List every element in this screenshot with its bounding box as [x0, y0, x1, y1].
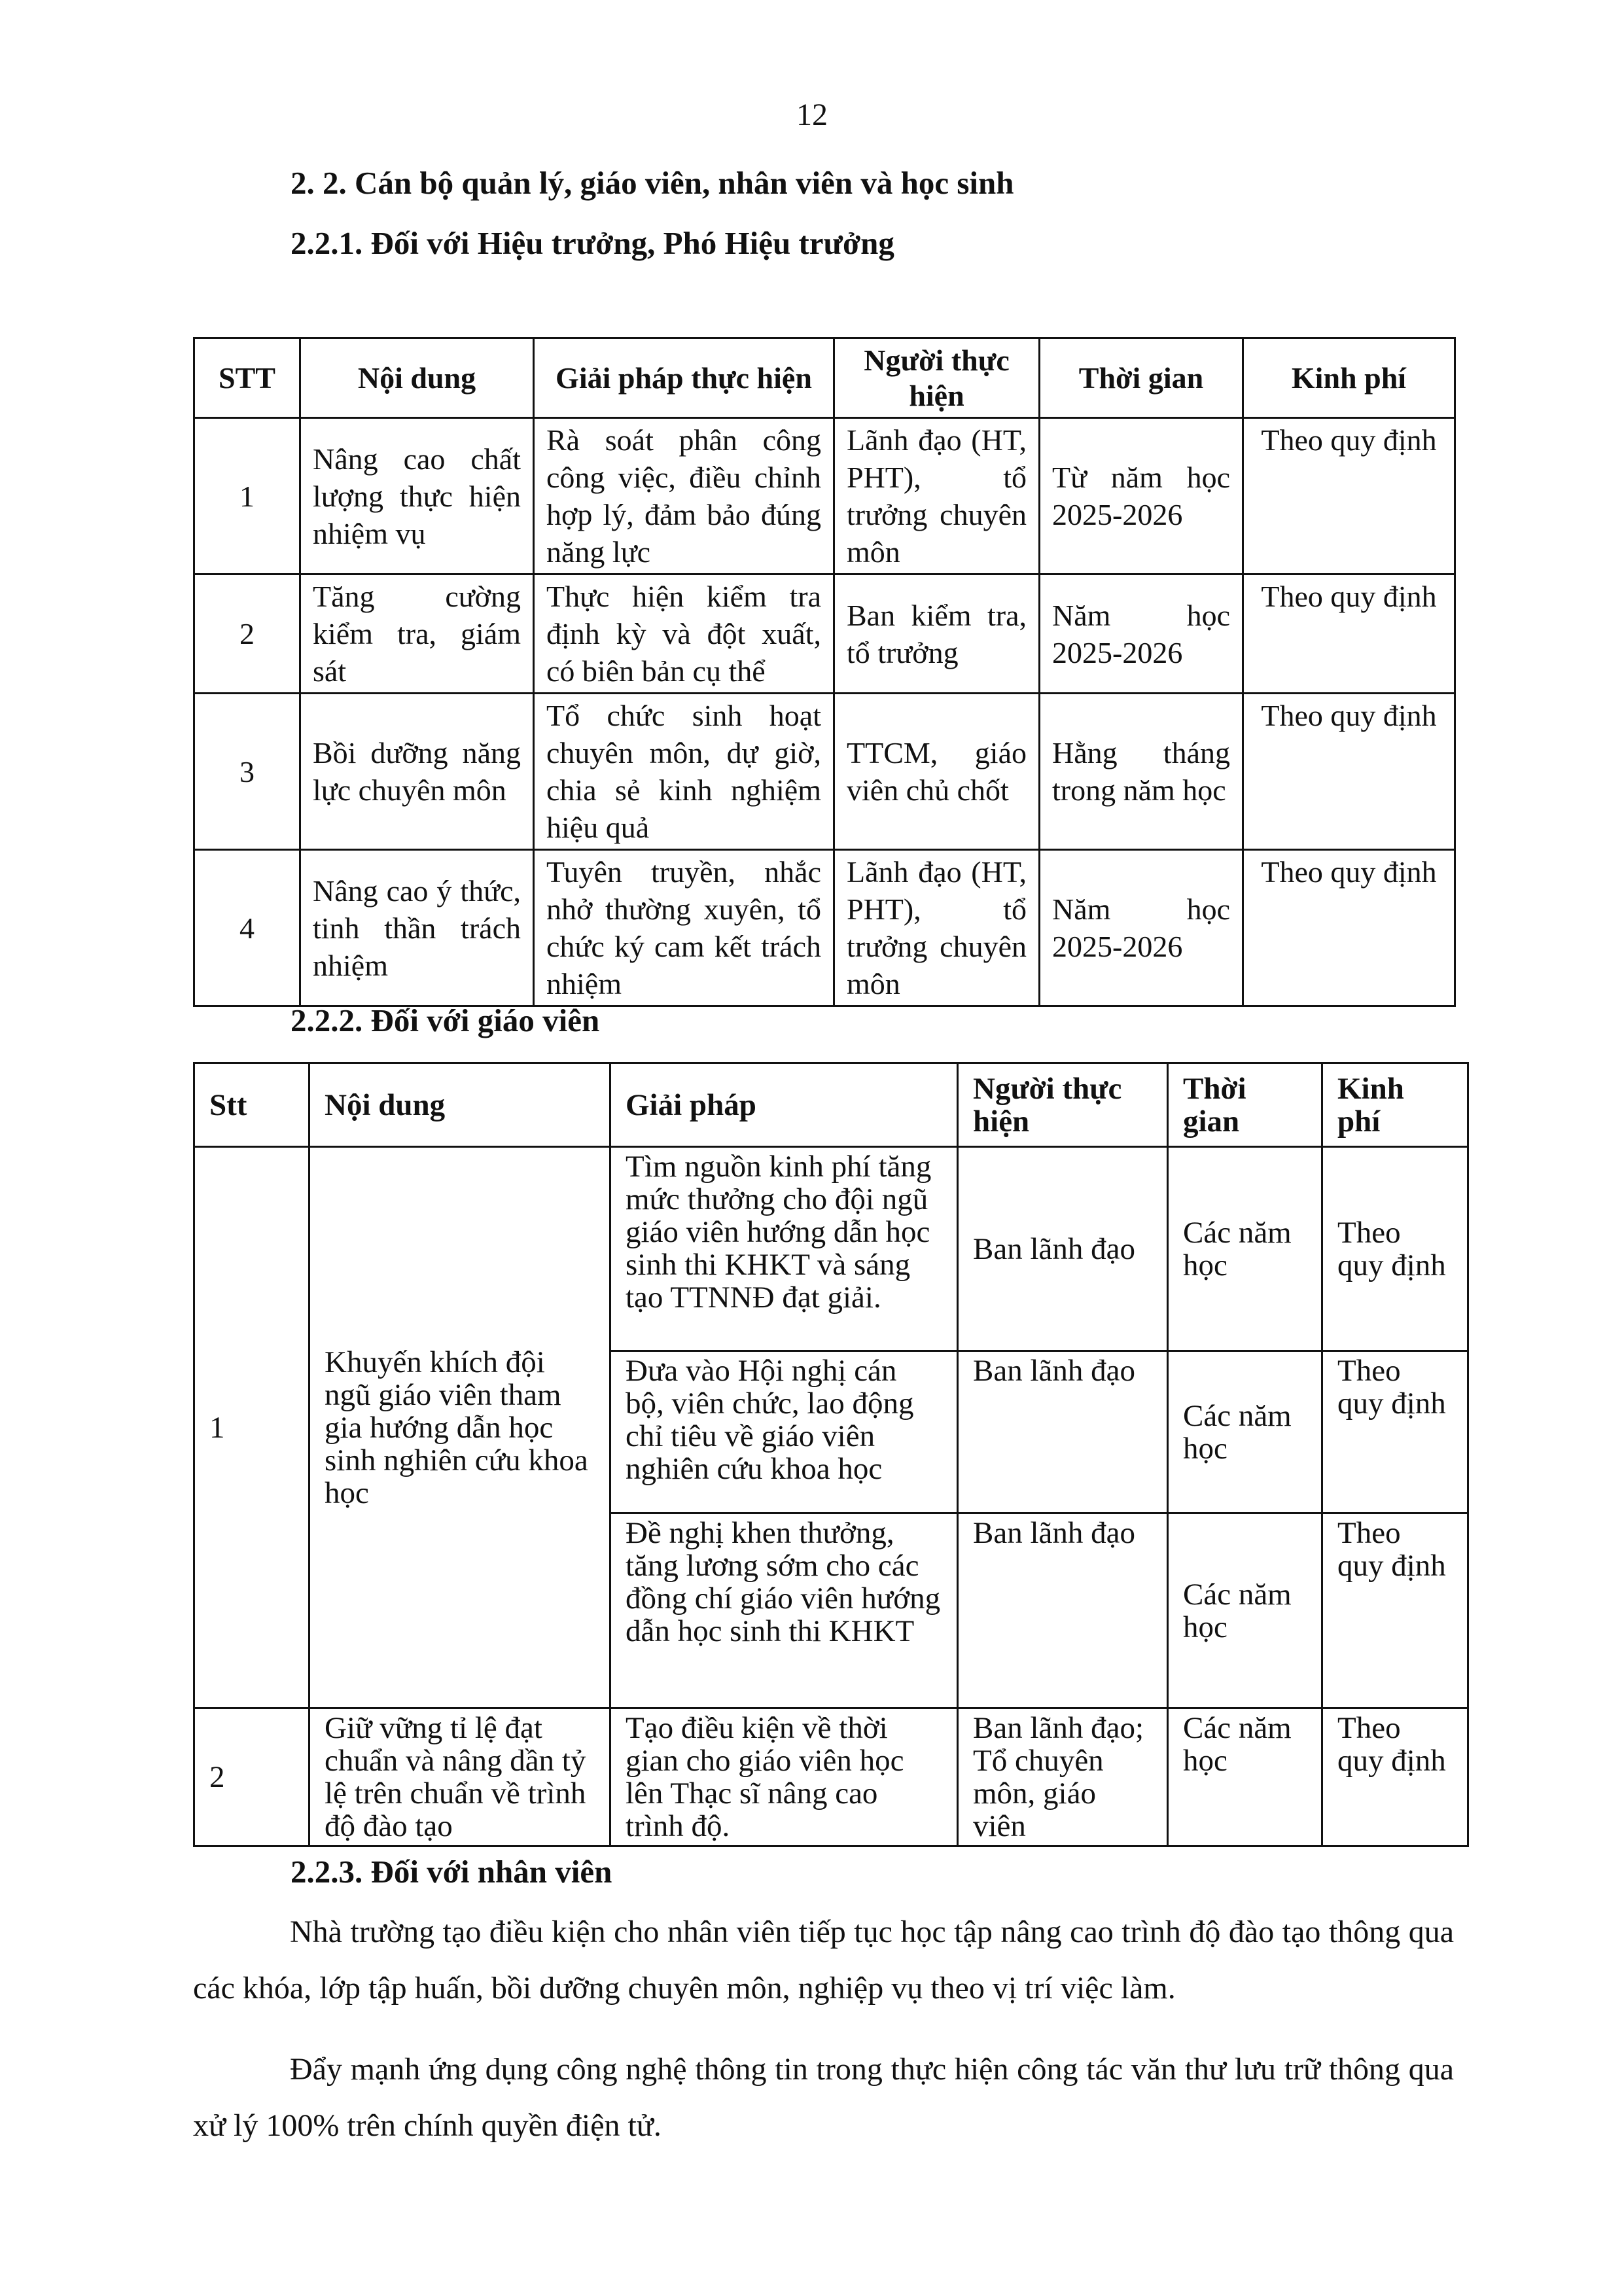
cell-stt: 3 [194, 694, 300, 850]
header-content: Nội dung [309, 1063, 610, 1147]
subsection-title-staff: 2.2.3. Đối với nhân viên [291, 1854, 612, 1890]
cell-time: Các năm học [1168, 1147, 1322, 1351]
paragraph: Nhà trường tạo điều kiện cho nhân viên tiếp tục học tập nâng cao trình độ đào tạo thông qua các khóa, lớp tập huấn, bồi dưỡng chuyên môn, nghiệp vụ theo vị trí việc làm. [193, 1915, 1454, 2005]
table-row [194, 1147, 1468, 1351]
teacher-plan-table [193, 1062, 1469, 1847]
cell-person: Ban lãnh đạo [958, 1513, 1168, 1708]
cell-solution: Đưa vào Hội nghị cán bộ, viên chức, lao động chỉ tiêu về giáo viên nghiên cứu khoa học [610, 1351, 958, 1513]
cell-stt: 2 [194, 1708, 309, 1846]
cell-cost: Theo quy định [1243, 694, 1455, 850]
table-row [194, 1708, 1468, 1846]
cell-cost: Theo quy định [1322, 1351, 1468, 1513]
header-cost: Kinh phí [1243, 338, 1455, 418]
subsection-title-teachers: 2.2.2. Đối với giáo viên [291, 1002, 600, 1038]
cell-time: Các năm học [1168, 1708, 1322, 1846]
cell-stt: 1 [194, 1147, 309, 1708]
cell-cost: Theo quy định [1243, 850, 1455, 1006]
section-title: 2. 2. Cán bộ quản lý, giáo viên, nhân viên và học sinh [291, 165, 1014, 201]
cell-stt: 2 [194, 574, 300, 694]
cell-content: Nâng cao chất lượng thực hiện nhiệm vụ [300, 418, 534, 574]
header-time: Thời gian [1040, 338, 1243, 418]
cell-person: Ban lãnh đạo [958, 1351, 1168, 1513]
cell-time: Các năm học [1168, 1513, 1322, 1708]
header-content: Nội dung [300, 338, 534, 418]
cell-time: Từ năm học 2025-2026 [1040, 418, 1243, 574]
cell-person: Ban lãnh đạo; Tổ chuyên môn, giáo viên [958, 1708, 1168, 1846]
cell-solution: Rà soát phân công công việc, điều chỉnh hợp lý, đảm bảo đúng năng lực [534, 418, 834, 574]
cell-person: Ban kiểm tra, tổ trưởng [834, 574, 1040, 694]
cell-time: Hằng tháng trong năm học [1040, 694, 1243, 850]
cell-cost: Theo quy định [1322, 1513, 1468, 1708]
header-stt: Stt [194, 1063, 309, 1147]
cell-stt: 4 [194, 850, 300, 1006]
table-header-row [194, 338, 1455, 418]
cell-solution: Đề nghị khen thưởng, tăng lương sớm cho các đồng chí giáo viên hướng dẫn học sinh thi KHKT [610, 1513, 958, 1708]
cell-cost: Theo quy định [1243, 418, 1455, 574]
principal-plan-table [193, 337, 1456, 1007]
cell-solution: Tìm nguồn kinh phí tăng mức thưởng cho đội ngũ giáo viên hướng dẫn học sinh thi KHKT và sáng tạo TTNNĐ đạt giải. [610, 1147, 958, 1351]
cell-content: Tăng cường kiểm tra, giám sát [300, 574, 534, 694]
table-row [194, 850, 1455, 1006]
header-solution: Giải pháp [610, 1063, 958, 1147]
cell-cost: Theo quy định [1322, 1147, 1468, 1351]
table-row [194, 418, 1455, 574]
header-stt: STT [194, 338, 300, 418]
cell-cost: Theo quy định [1322, 1708, 1468, 1846]
cell-person: Lãnh đạo (HT, PHT), tổ trưởng chuyên môn [834, 418, 1040, 574]
header-solution: Giải pháp thực hiện [534, 338, 834, 418]
table-header-row [194, 1063, 1468, 1147]
cell-time: Năm học 2025-2026 [1040, 574, 1243, 694]
cell-person: Lãnh đạo (HT, PHT), tổ trưởng chuyên môn [834, 850, 1040, 1006]
cell-person: Ban lãnh đạo [958, 1147, 1168, 1351]
subsection-title-principal: 2.2.1. Đối với Hiệu trưởng, Phó Hiệu trưởng [291, 225, 894, 261]
cell-person: TTCM, giáo viên chủ chốt [834, 694, 1040, 850]
cell-solution: Thực hiện kiểm tra định kỳ và đột xuất, có biên bản cụ thể [534, 574, 834, 694]
cell-content: Giữ vững tỉ lệ đạt chuẩn và nâng dần tỷ lệ trên chuẩn về trình độ đào tạo [309, 1708, 610, 1846]
header-time: Thời gian [1168, 1063, 1322, 1147]
cell-solution: Tạo điều kiện về thời gian cho giáo viên học lên Thạc sĩ nâng cao trình độ. [610, 1708, 958, 1846]
paragraph: Đẩy mạnh ứng dụng công nghệ thông tin trong thực hiện công tác văn thư lưu trữ thông qua xử lý 100% trên chính quyền điện tử. [193, 2052, 1454, 2143]
table-row [194, 694, 1455, 850]
cell-cost: Theo quy định [1243, 574, 1455, 694]
page-number: 12 [796, 97, 828, 132]
table-row [194, 574, 1455, 694]
header-person: Người thực hiện [834, 338, 1040, 418]
cell-solution: Tuyên truyền, nhắc nhở thường xuyên, tổ chức ký cam kết trách nhiệm [534, 850, 834, 1006]
cell-content: Khuyến khích đội ngũ giáo viên tham gia hướng dẫn học sinh nghiên cứu khoa học [309, 1147, 610, 1708]
header-cost: Kinh phí [1322, 1063, 1468, 1147]
cell-time: Các năm học [1168, 1351, 1322, 1513]
cell-stt: 1 [194, 418, 300, 574]
cell-time: Năm học 2025-2026 [1040, 850, 1243, 1006]
cell-content: Nâng cao ý thức, tinh thần trách nhiệm [300, 850, 534, 1006]
cell-solution: Tổ chức sinh hoạt chuyên môn, dự giờ, chia sẻ kinh nghiệm hiệu quả [534, 694, 834, 850]
header-person: Người thực hiện [958, 1063, 1168, 1147]
cell-content: Bồi dưỡng năng lực chuyên môn [300, 694, 534, 850]
